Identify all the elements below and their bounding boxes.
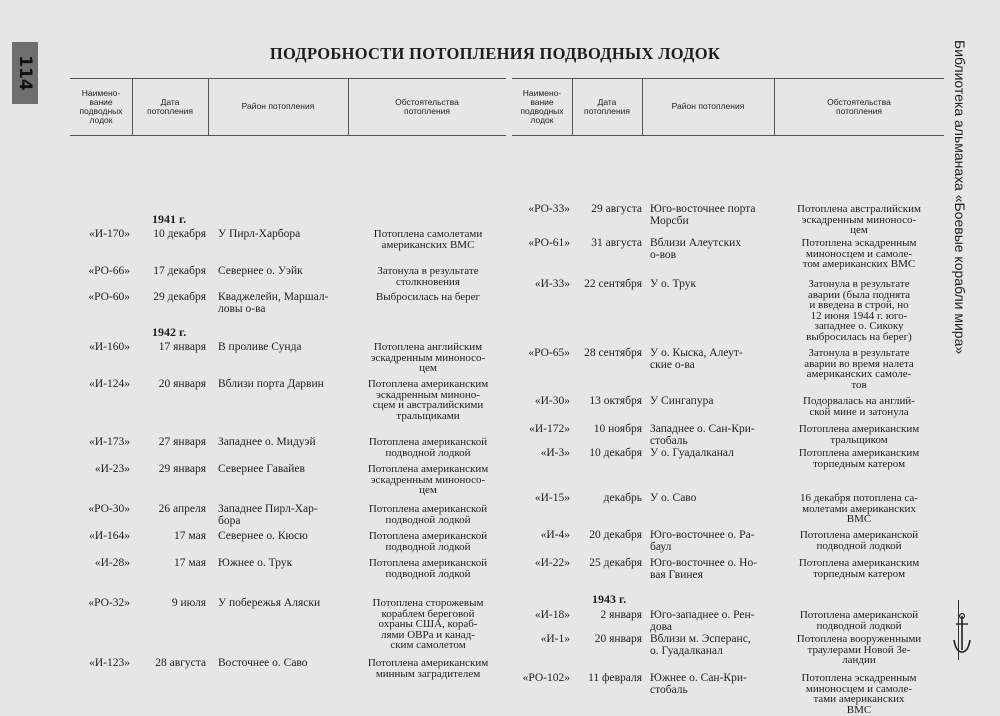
submarine-name: «РО-60»	[88, 291, 130, 303]
sinking-date: декабрь	[603, 492, 642, 504]
sinking-date: 29 января	[158, 463, 206, 475]
sinking-circumstances: Потоплена американским эскадренным миноно- сцем и австралийскими тральщиками	[367, 378, 489, 422]
header-date: Дата потопления	[146, 96, 193, 116]
sinking-circumstances: Выбросилась на берег	[375, 291, 481, 303]
sinking-date: 25 декабря	[589, 557, 642, 569]
sinking-circumstances: Потоплена американской подводной лодкой	[799, 609, 919, 632]
sinking-date: 10 ноября	[593, 423, 642, 435]
column-divider	[132, 79, 133, 135]
sinking-circumstances: Затонула в результате аварии (была поднята и введена в строй, но 12 июня 1944 г. юго- западнее о. Сикоку выбросилась на берег)	[806, 278, 912, 343]
sinking-date: 13 октября	[589, 395, 642, 407]
sinking-area: Западнее о. Мидуэй	[218, 436, 316, 448]
sinking-circumstances: Потоплена эскадренным миноносцем и самоле- тами американских ВМС	[801, 672, 917, 716]
sinking-date: 17 января	[158, 341, 206, 353]
submarine-name: «И-173»	[89, 436, 130, 448]
sinking-area: Севернее о. Уэйк	[218, 265, 303, 277]
sinking-circumstances: Затонула в результате аварии во время налета американских самоле- тов	[804, 347, 914, 391]
sinking-circumstances: Затонула в результате столкновения	[377, 265, 479, 288]
table-body	[70, 134, 506, 680]
submarine-name: «И-1»	[540, 633, 570, 645]
submarine-name: «И-18»	[534, 609, 570, 621]
submarine-name: «И-33»	[534, 278, 570, 290]
year-heading: 1942 г.	[152, 325, 187, 339]
sinking-area: Вблизи порта Дарвин	[218, 378, 324, 390]
sinking-circumstances: Потоплена американской подводной лодкой	[368, 557, 488, 580]
sinking-date: 20 декабря	[589, 529, 642, 541]
sinking-date: 28 сентября	[584, 347, 642, 359]
header-area: Район потопления	[241, 101, 315, 112]
sinking-area: Юго-западнее о. Рен- дова	[650, 609, 755, 633]
column-divider	[774, 79, 775, 135]
submarine-name: «И-23»	[94, 463, 130, 475]
sinking-area: У о. Кыска, Алеут- ские о-ва	[650, 347, 743, 371]
page-title: ПОДРОБНОСТИ ПОТОПЛЕНИЯ ПОДВОДНЫХ ЛОДОК	[269, 44, 721, 63]
sinking-date: 17 декабря	[153, 265, 206, 277]
table-right	[512, 78, 944, 716]
column-divider	[572, 79, 573, 135]
sinking-date: 28 августа	[155, 657, 206, 669]
submarine-name: «РО-30»	[88, 503, 130, 515]
sinking-area: Южнее о. Трук	[218, 557, 293, 569]
header-date: Дата потопления	[583, 96, 630, 116]
sinking-area: У Сингапура	[650, 395, 714, 407]
column-divider	[348, 79, 349, 135]
sinking-area: Западнее Пирл-Хар- бора	[218, 503, 318, 527]
table-left	[70, 78, 506, 680]
sinking-date: 17 мая	[174, 557, 206, 569]
running-header-vertical: Библиотека альманаха «Боевые корабли мира»	[952, 40, 968, 355]
sinking-circumstances: Потоплена сторожевым кораблем береговой охраны США, кораб- лями ОВРа и канад- ским самолетом	[372, 597, 484, 652]
sinking-date: 10 декабря	[153, 228, 206, 240]
sinking-circumstances: Потоплена эскадренным миноносцем и самоле- том американских ВМС	[801, 237, 917, 271]
sinking-area: Вблизи Алеутских о-вов	[650, 237, 742, 261]
sinking-area: У побережья Аляски	[218, 597, 321, 609]
sinking-circumstances: Потоплена американской подводной лодкой	[368, 530, 488, 553]
year-heading: 1943 г.	[592, 592, 627, 606]
submarine-name: «И-3»	[540, 447, 570, 459]
sinking-date: 11 февраля	[588, 672, 642, 684]
sinking-area: Западнее о. Сан-Кри- стобаль	[650, 423, 755, 447]
submarine-name: «И-164»	[89, 530, 130, 542]
sinking-date: 29 декабря	[153, 291, 206, 303]
sinking-area: Восточнее о. Саво	[218, 657, 308, 669]
submarine-name: «И-123»	[89, 657, 130, 669]
sinking-date: 20 января	[158, 378, 206, 390]
sinking-date: 27 января	[158, 436, 206, 448]
sinking-area: Вблизи м. Эсперанс, о. Гуадалканал	[650, 633, 751, 657]
sinking-area: Юго-восточнее о. Ра- баул	[650, 529, 755, 553]
header-area: Район потопления	[671, 101, 745, 112]
submarine-name: «И-28»	[94, 557, 130, 569]
sinking-circumstances: Потоплена американской подводной лодкой	[799, 529, 919, 552]
sinking-circumstances: Потоплена австралийским эскадренным миноносо- цем	[797, 203, 921, 237]
sinking-date: 9 июля	[171, 597, 206, 609]
sinking-area: Севернее о. Кюсю	[218, 530, 308, 542]
column-divider	[642, 79, 643, 135]
header-name: Наимено- вание подводных лодок	[520, 87, 564, 126]
sinking-area: Юго-восточнее о. Но- вая Гвинея	[650, 557, 758, 581]
sinking-circumstances: Потоплена самолетами американских ВМС	[373, 228, 483, 251]
sinking-circumstances: 16 декабря потоплена са- молетами американских ВМС	[800, 492, 918, 526]
submarine-name: «И-4»	[540, 529, 570, 541]
sinking-area: У о. Саво	[650, 492, 697, 504]
submarine-name: «РО-61»	[528, 237, 570, 249]
sinking-circumstances: Потоплена американским торпедным катером	[798, 557, 920, 580]
submarine-name: «РО-102»	[522, 672, 570, 684]
submarine-name: «И-172»	[529, 423, 570, 435]
sinking-circumstances: Потоплена английским эскадренным миноносо- цем	[370, 341, 486, 375]
sinking-date: 31 августа	[591, 237, 642, 249]
sinking-area: Юго-восточнее порта Морсби	[650, 203, 756, 227]
submarine-name: «И-124»	[89, 378, 130, 390]
submarine-name: «И-30»	[534, 395, 570, 407]
sinking-circumstances: Потоплена американским тральщиком	[798, 423, 920, 446]
header-name: Наимено- вание подводных лодок	[79, 87, 123, 126]
table-header	[70, 78, 506, 136]
sinking-date: 26 апреля	[158, 503, 206, 515]
sinking-date: 20 января	[594, 633, 642, 645]
sinking-date: 2 января	[600, 609, 642, 621]
sinking-circumstances: Потоплена вооруженными траулерами Новой Зе- ландии	[796, 633, 922, 667]
submarine-name: «И-160»	[89, 341, 130, 353]
submarine-name: «И-15»	[534, 492, 570, 504]
sinking-date: 10 декабря	[589, 447, 642, 459]
header-circumstances: Обстоятельства потопления	[395, 96, 459, 116]
submarine-name: «РО-65»	[528, 347, 570, 359]
header-circumstances: Обстоятельства потопления	[827, 96, 891, 116]
sinking-circumstances: Потоплена американским торпедным катером	[798, 447, 920, 470]
sinking-area: У о. Гуадалканал	[650, 447, 734, 459]
sinking-area: У Пирл-Харбора	[218, 228, 301, 240]
sinking-area: Кваджелейн, Маршал- ловы о-ва	[218, 291, 329, 315]
page-number: 114	[12, 42, 38, 104]
sinking-circumstances: Потоплена американским минным заградителем	[367, 657, 489, 680]
sinking-area: У о. Трук	[650, 278, 697, 290]
sinking-area: В проливе Сунда	[218, 341, 302, 353]
table-body	[512, 134, 944, 716]
column-divider	[208, 79, 209, 135]
sinking-date: 29 августа	[591, 203, 642, 215]
sinking-area: Севернее Гавайев	[218, 463, 305, 475]
submarine-name: «РО-66»	[88, 265, 130, 277]
submarine-name: «И-22»	[534, 557, 570, 569]
sinking-circumstances: Потоплена американской подводной лодкой	[368, 436, 488, 459]
submarine-name: «РО-33»	[528, 203, 570, 215]
table-header	[512, 78, 944, 136]
sinking-circumstances: Подорвалась на англий- ской мине и затонула	[803, 395, 915, 418]
sinking-area: Южнее о. Сан-Кри- стобаль	[650, 672, 747, 696]
submarine-name: «И-170»	[89, 228, 130, 240]
anchor-icon	[952, 612, 972, 658]
year-heading: 1941 г.	[152, 212, 187, 226]
submarine-name: «РО-32»	[88, 597, 130, 609]
sinking-circumstances: Потоплена американским эскадренным миноносо- цем	[367, 463, 489, 497]
sinking-date: 22 сентября	[584, 278, 642, 290]
sinking-date: 17 мая	[174, 530, 206, 542]
sinking-circumstances: Потоплена американской подводной лодкой	[368, 503, 488, 526]
